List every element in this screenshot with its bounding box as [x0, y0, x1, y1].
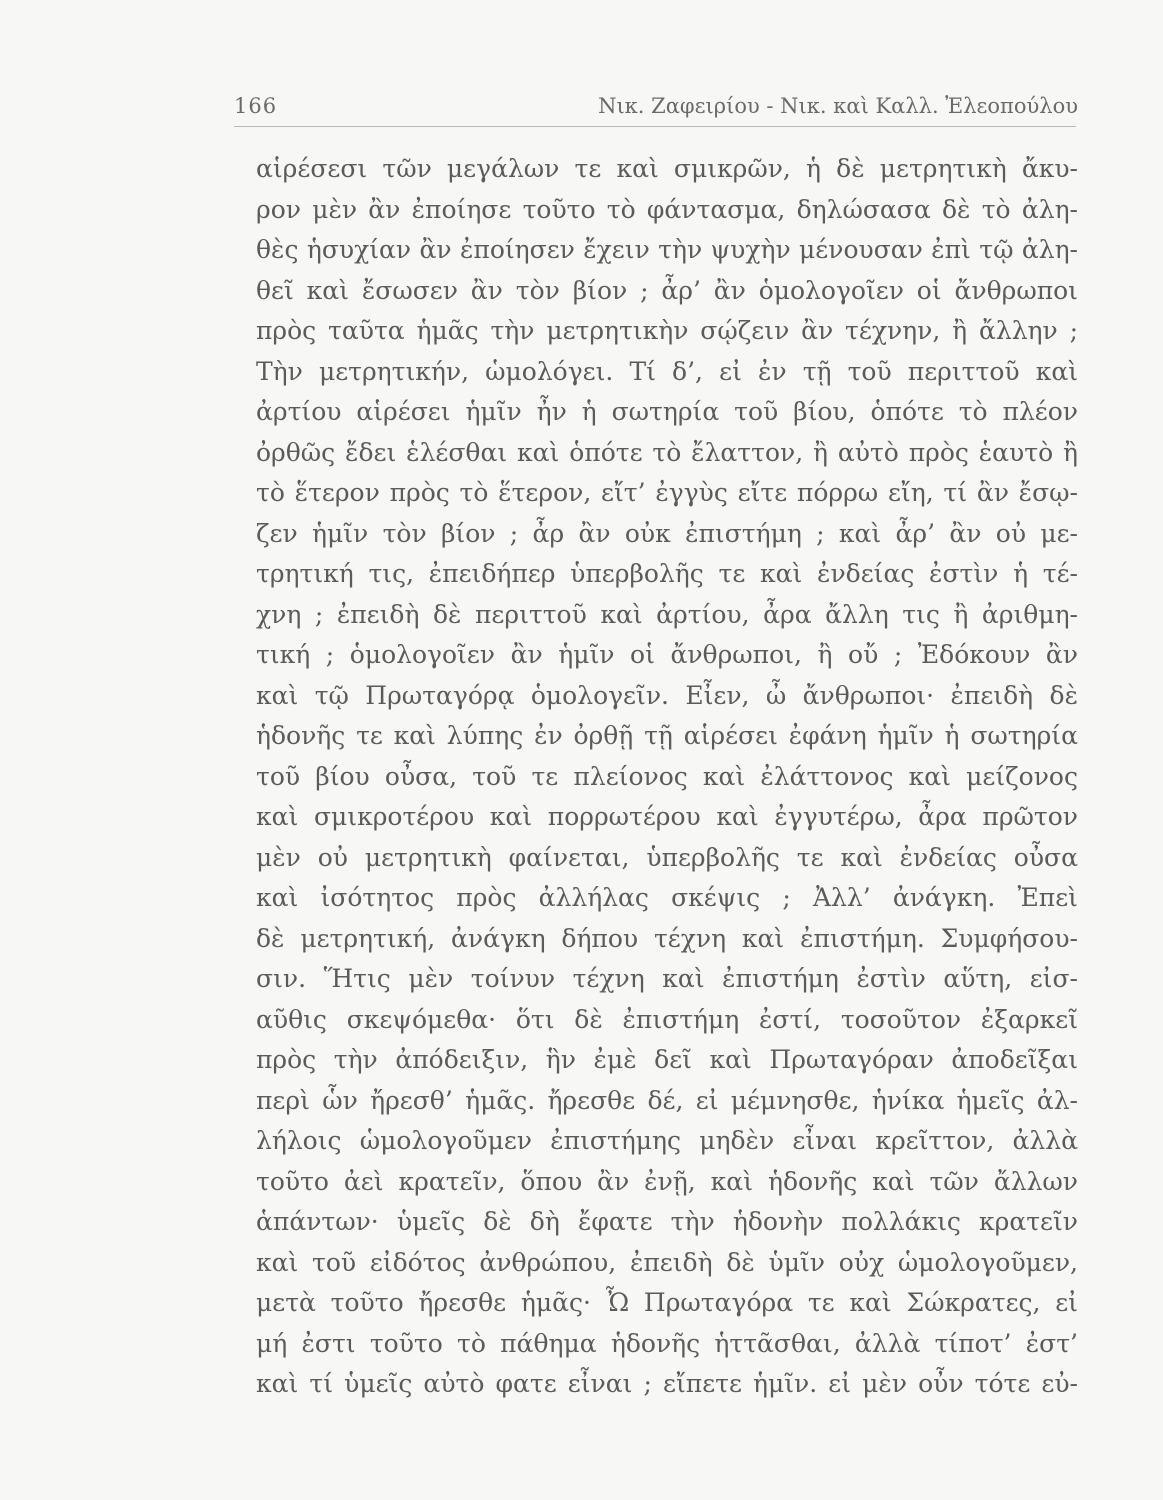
text-line: μὲν οὐ μετρητικὴ φαίνεται, ὑπερβολῆς τε καὶ ἐνδείας οὖσα	[256, 842, 1078, 872]
page-header	[234, 84, 1078, 124]
text-line: τοῦτο ἀεὶ κρατεῖν, ὅπου ἂν ἐνῇ, καὶ ἡδονῆς καὶ τῶν ἄλλων	[256, 1166, 1078, 1196]
text-line: ἀρτίου αἱρέσει ἡμῖν ἦν ἡ σωτηρία τοῦ βίου, ὁπότε τὸ πλέον	[256, 397, 1078, 426]
text-line: δὲ μετρητική, ἀνάγκη δήπου τέχνη καὶ ἐπιστήμη. Συμφήσου-	[256, 923, 1078, 953]
header-rule	[234, 126, 1076, 127]
text-line: καὶ σμικροτέρου καὶ πορρωτέρου καὶ ἐγγυτέρω, ἆρα πρῶτον	[256, 802, 1078, 831]
text-line: πρὸς τὴν ἀπόδειξιν, ἣν ἐμὲ δεῖ καὶ Πρωταγόραν ἀποδεῖξαι	[256, 1045, 1078, 1074]
running-head: Νικ. Ζαφειρίου - Νικ. καὶ Καλλ. Ἐλεοπούλου	[598, 94, 1078, 118]
text-line: θὲς ἡσυχίαν ἂν ἐποίησεν ἔχειν τὴν ψυχὴν μένουσαν ἐπὶ τῷ ἀλη-	[256, 235, 1078, 264]
text-line: περὶ ὧν ἤρεσθ’ ἡμᾶς. ἤρεσθε δέ, εἰ μέμνησθε, ἡνίκα ἡμεῖς ἀλ-	[256, 1085, 1078, 1115]
text-line: πρὸς ταῦτα ἡμᾶς τὴν μετρητικὴν σῴζειν ἂν τέχνην, ἢ ἄλλην ;	[256, 316, 1078, 345]
text-line: αῦθις σκεψόμεθα· ὅτι δὲ ἐπιστήμη ἐστί, τοσοῦτον ἐξαρκεῖ	[256, 1004, 1078, 1034]
text-line: τὸ ἕτερον πρὸς τὸ ἕτερον, εἴτ’ ἐγγὺς εἴτε πόρρω εἴη, τί ἂν ἔσῳ-	[256, 478, 1078, 507]
text-line: μή ἐστι τοῦτο τὸ πάθημα ἡδονῆς ἡττᾶσθαι, ἀλλὰ τίποτ’ ἐστ’	[256, 1328, 1078, 1358]
text-line: θεῖ καὶ ἔσωσεν ἂν τὸν βίον ; ἆρ’ ἂν ὁμολογοῖεν οἱ ἄνθρωποι	[256, 275, 1078, 305]
text-line: καὶ τοῦ εἰδότος ἀνθρώπου, ἐπειδὴ δὲ ὑμῖν οὐχ ὡμολογοῦμεν,	[256, 1247, 1078, 1277]
greek-body-text	[256, 149, 1078, 1405]
text-line: Τὴν μετρητικήν, ὡμολόγει. Τί δ’, εἰ ἐν τῇ τοῦ περιττοῦ καὶ	[256, 356, 1078, 386]
text-line: ἡδονῆς τε καὶ λύπης ἐν ὀρθῇ τῇ αἱρέσει ἐφάνη ἡμῖν ἡ σωτηρία	[256, 721, 1078, 750]
text-line: καὶ τί ὑμεῖς αὐτὸ φατε εἶναι ; εἴπετε ἡμῖν. εἰ μὲν οὖν τότε εὐ-	[256, 1369, 1078, 1398]
text-line: τική ; ὁμολογοῖεν ἂν ἡμῖν οἱ ἄνθρωποι, ἢ οὔ ; Ἐδόκουν ἂν	[256, 640, 1078, 669]
text-line: σιν. Ἥτις μὲν τοίνυν τέχνη καὶ ἐπιστήμη ἐστὶν αὕτη, εἰσ-	[256, 964, 1078, 993]
text-line: ὀρθῶς ἔδει ἑλέσθαι καὶ ὁπότε τὸ ἔλαττον, ἢ αὐτὸ πρὸς ἑαυτὸ ἢ	[256, 437, 1078, 467]
text-line: λήλοις ὡμολογοῦμεν ἐπιστήμης μηδὲν εἶναι κρεῖττον, ἀλλὰ	[256, 1126, 1078, 1155]
text-line: καὶ τῷ Πρωταγόρᾳ ὁμολογεῖν. Εἶεν, ὦ ἄνθρωποι· ἐπειδὴ δὲ	[256, 680, 1078, 710]
text-line: ἁπάντων· ὑμεῖς δὲ δὴ ἔφατε τὴν ἡδονὴν πολλάκις κρατεῖν	[256, 1207, 1078, 1236]
text-line: μετὰ τοῦτο ἤρεσθε ἡμᾶς· Ὦ Πρωταγόρα τε καὶ Σώκρατες, εἰ	[256, 1288, 1078, 1317]
text-line: ζεν ἡμῖν τὸν βίον ; ἆρ ἂν οὐκ ἐπιστήμη ; καὶ ἆρ’ ἂν οὐ με-	[256, 518, 1078, 548]
text-line: ρον μὲν ἂν ἐποίησε τοῦτο τὸ φάντασμα, δηλώσασα δὲ τὸ ἀλη-	[256, 194, 1078, 224]
text-line: τοῦ βίου οὖσα, τοῦ τε πλείονος καὶ ἐλάττονος καὶ μείζονος	[256, 761, 1078, 791]
text-line: αἱρέσεσι τῶν μεγάλων τε καὶ σμικρῶν, ἡ δὲ μετρητικὴ ἄκυ-	[256, 154, 1078, 183]
text-line: τρητική τις, ἐπειδήπερ ὑπερβολῆς τε καὶ ἐνδείας ἐστὶν ἡ τέ-	[256, 559, 1078, 588]
text-line: χνη ; ἐπειδὴ δὲ περιττοῦ καὶ ἀρτίου, ἆρα ἄλλη τις ἢ ἀριθμη-	[256, 599, 1078, 629]
page-number: 166	[234, 94, 278, 118]
text-line: καὶ ἰσότητος πρὸς ἀλλήλας σκέψις ; Ἀλλ’ ἀνάγκη. Ἐπεὶ	[256, 883, 1078, 912]
